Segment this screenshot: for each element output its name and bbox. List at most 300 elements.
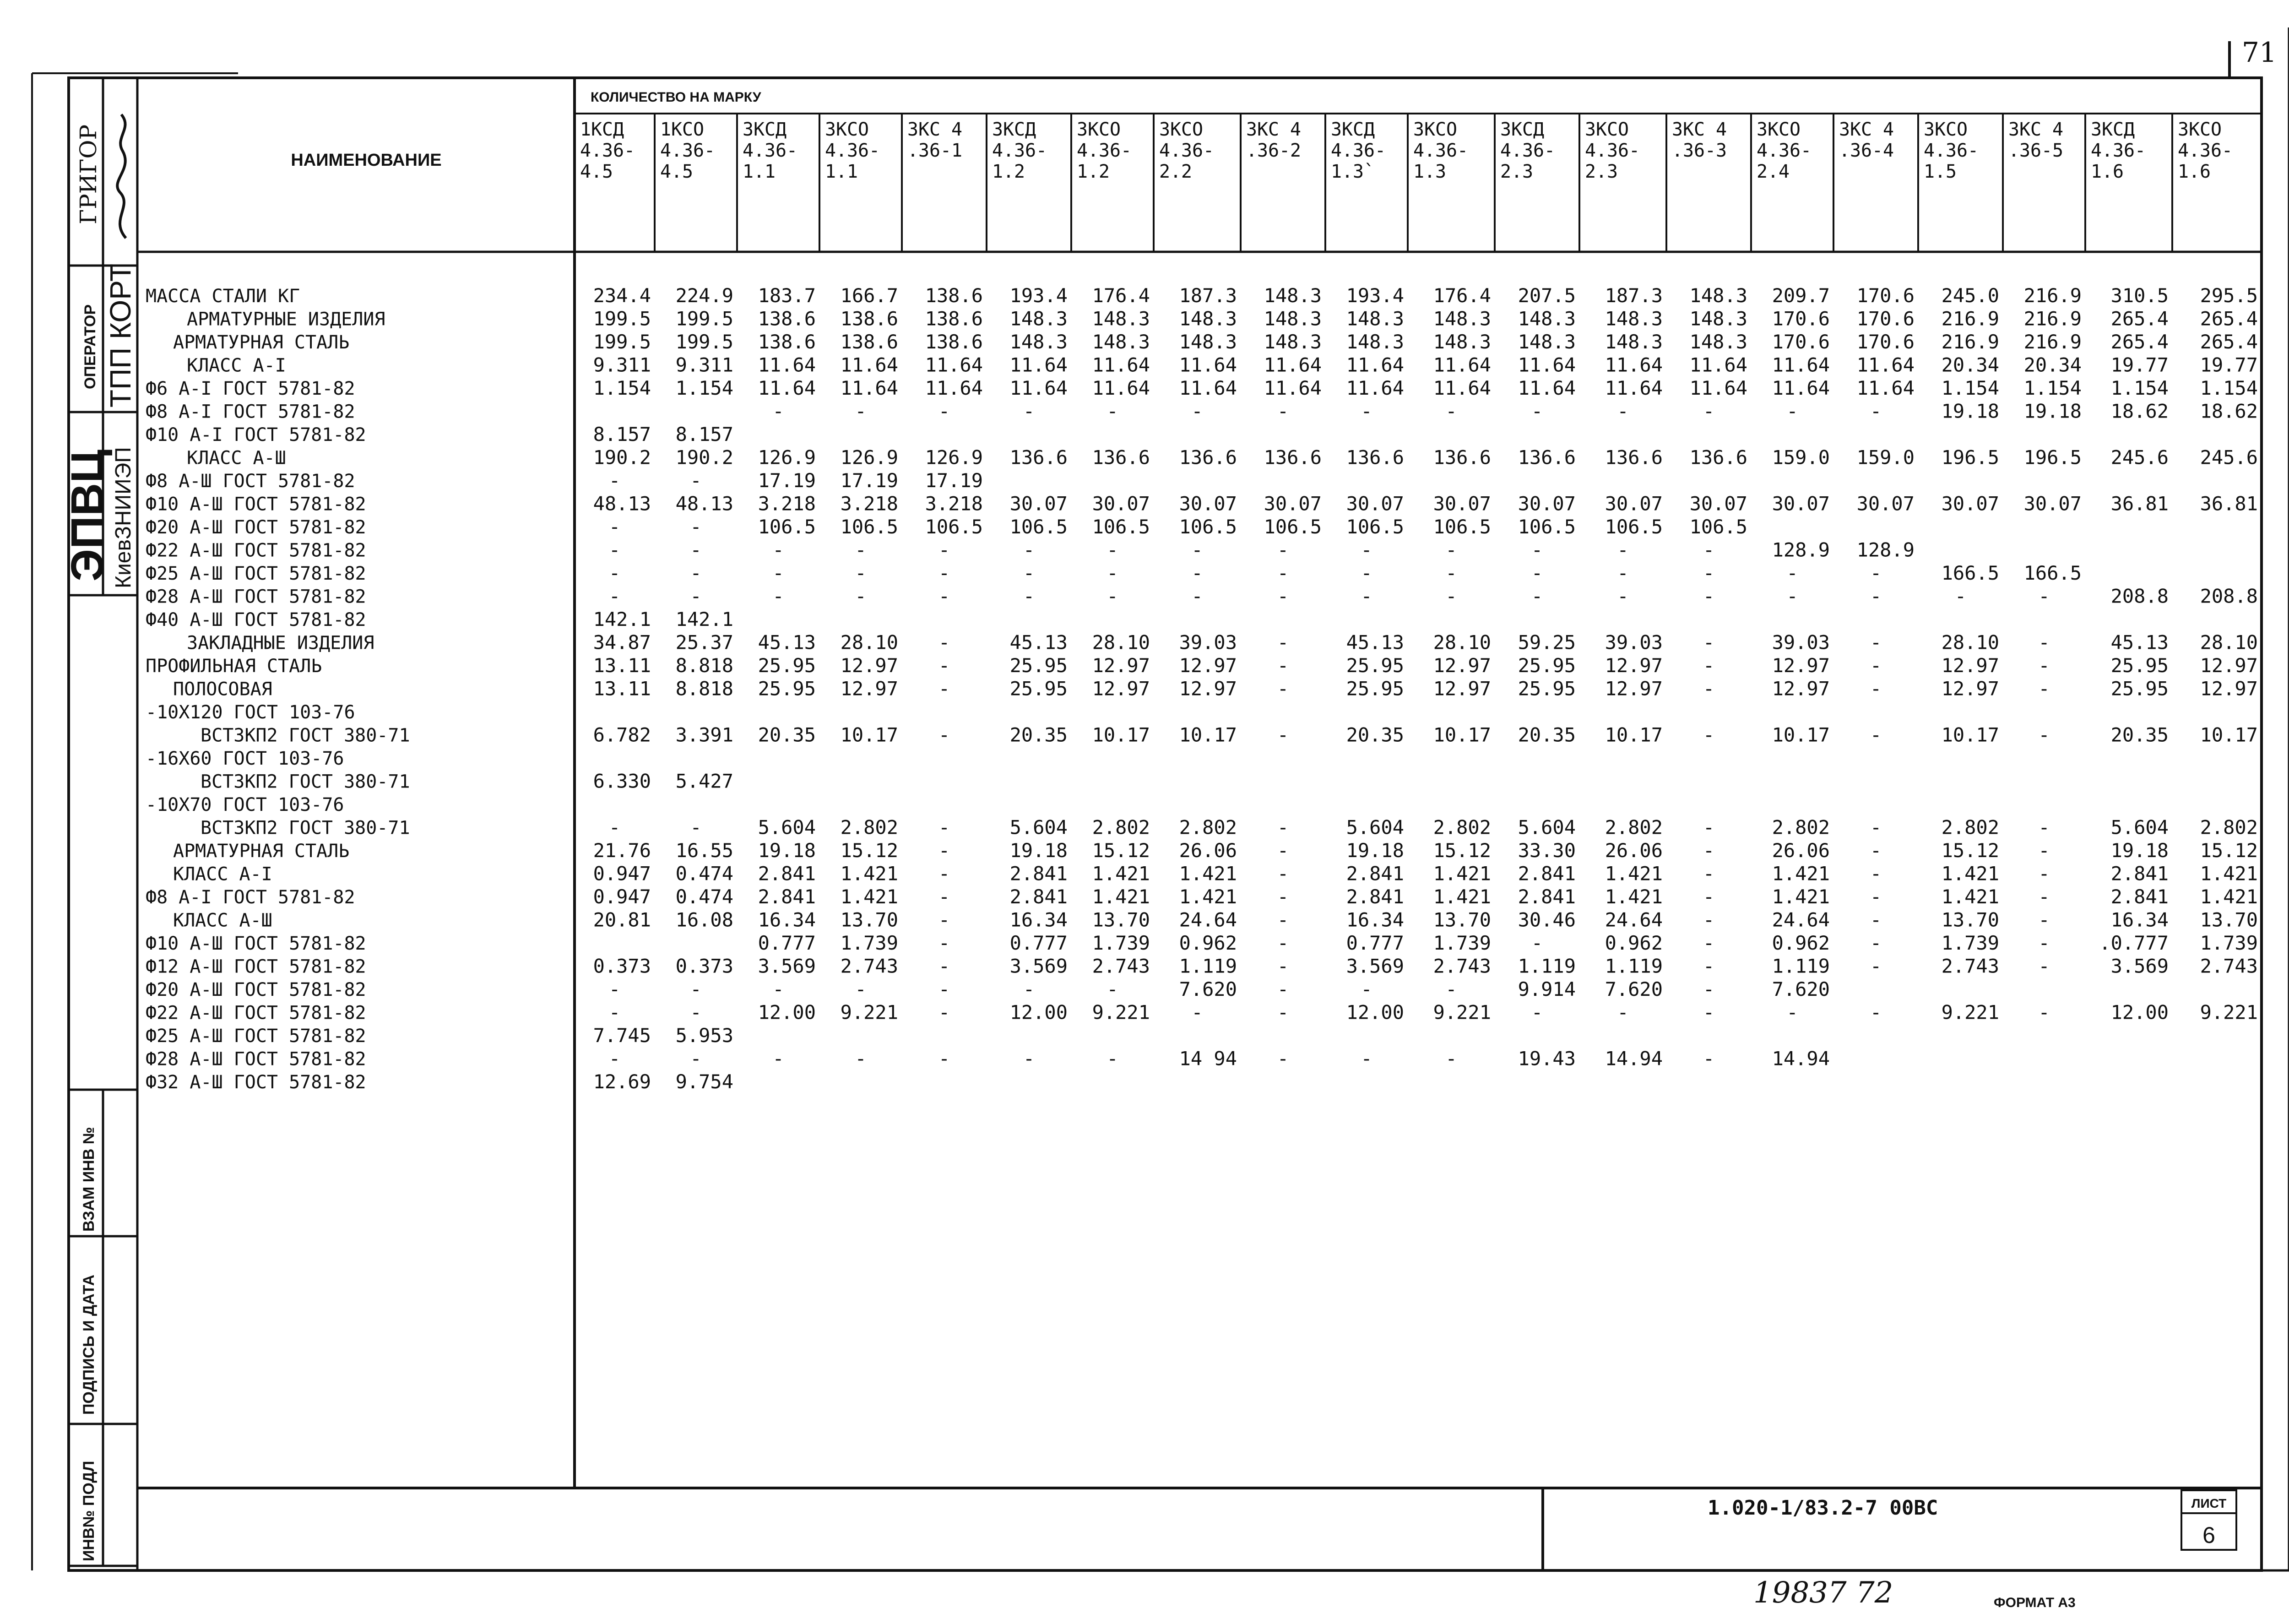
value-cell: 148.3	[1009, 307, 1068, 330]
dash-cell: -	[1870, 885, 1882, 908]
dash-cell: -	[1023, 585, 1035, 608]
row-name: Ф28 А-Ш ГОСТ 5781-82	[146, 586, 366, 608]
value-cell: 12.97	[1179, 654, 1237, 677]
value-cell: 2.743	[840, 955, 898, 978]
row-name: КЛАСС А-I	[173, 864, 272, 885]
value-cell: 13.70	[1433, 908, 1491, 931]
dash-cell: -	[1277, 1047, 1289, 1070]
value-cell: 11.64	[1346, 377, 1404, 399]
value-cell: 19.18	[1009, 839, 1068, 862]
value-cell: 25.95	[1009, 654, 1068, 677]
value-cell: 216.9	[1941, 307, 1999, 330]
value-cell: 25.95	[758, 654, 816, 677]
dash-cell: -	[1531, 562, 1543, 584]
value-cell: 30.07	[1009, 492, 1068, 515]
value-cell: 30.07	[1605, 492, 1663, 515]
value-cell: 148.3	[1689, 284, 1747, 307]
value-cell: 209.7	[1772, 284, 1830, 307]
value-cell: 136.6	[1264, 446, 1322, 469]
value-cell: 166.5	[2023, 562, 2082, 584]
value-cell: 1.119	[1179, 955, 1237, 978]
value-cell: 196.5	[2023, 446, 2082, 469]
value-cell: 245.6	[2200, 446, 2258, 469]
value-cell: 148.3	[1433, 307, 1491, 330]
value-cell: 45.13	[1346, 631, 1404, 654]
value-cell: 128.9	[1856, 538, 1915, 561]
value-cell: 8.157	[593, 423, 651, 445]
column-header-line: 3КС 4	[1246, 119, 1301, 140]
value-cell: 11.64	[840, 353, 898, 376]
dash-cell: -	[608, 816, 621, 839]
value-cell: 5.604	[1346, 816, 1404, 839]
dash-cell: -	[1277, 839, 1289, 862]
left-stamp-labels	[62, 114, 137, 1561]
value-cell: 16.34	[1009, 908, 1068, 931]
value-cell: 5.604	[1518, 816, 1576, 839]
row-name: -10Х70 ГОСТ 103-76	[146, 794, 344, 815]
data-cells	[593, 284, 2258, 1093]
value-cell: 19.77	[2200, 353, 2258, 376]
value-cell: 25.95	[1009, 677, 1068, 700]
dash-cell: -	[1445, 400, 1457, 423]
column-header-line: 3КС 4	[2008, 119, 2063, 140]
value-cell: 17.19	[840, 469, 898, 492]
dash-cell: -	[1870, 654, 1882, 677]
value-cell: 12.97	[1941, 677, 1999, 700]
dash-cell: -	[855, 978, 867, 1000]
row-name: ЗАКЛАДНЫЕ ИЗДЕЛИЯ	[187, 632, 374, 654]
value-cell: 30.07	[2023, 492, 2082, 515]
dash-cell: -	[608, 516, 621, 538]
dash-cell: -	[1107, 562, 1118, 584]
dash-cell: -	[1361, 978, 1372, 1000]
stamp-grigor: ГРИГОР	[75, 124, 102, 224]
value-cell: 12.97	[1092, 677, 1150, 700]
value-cell: 10.17	[1941, 723, 1999, 746]
value-cell: 295.5	[2200, 284, 2258, 307]
dash-cell: -	[1870, 908, 1882, 931]
value-cell: 159.0	[1772, 446, 1830, 469]
value-cell: 16.34	[758, 908, 816, 931]
dash-cell: -	[1870, 400, 1882, 423]
stamp-tpp-kort: ТПП КОРТ	[104, 263, 137, 407]
column-header-line: 4.36-	[1500, 140, 1555, 161]
dash-cell: -	[2038, 839, 2050, 862]
value-cell: 7.620	[1605, 978, 1663, 1000]
dash-cell: -	[1703, 885, 1715, 908]
dash-cell: -	[938, 654, 950, 677]
value-cell: 14.94	[1772, 1047, 1830, 1070]
dash-cell: -	[1445, 585, 1457, 608]
dash-cell: -	[1277, 585, 1289, 608]
value-cell: 13.70	[1092, 908, 1150, 931]
column-header-line: .36-5	[2008, 140, 2063, 161]
value-cell: 196.5	[1941, 446, 1999, 469]
row-name: КЛАСС А-Ш	[187, 447, 286, 469]
dash-cell: -	[690, 585, 702, 608]
value-cell: 30.07	[1772, 492, 1830, 515]
value-cell: 45.13	[1009, 631, 1068, 654]
column-header-line: .36-4	[1839, 140, 1894, 161]
row-name: Ф6 А-I ГОСТ 5781-82	[146, 378, 355, 399]
value-cell: 5.427	[675, 770, 733, 793]
row-name: КЛАСС А-I	[187, 355, 286, 376]
column-header-line: 3КСО	[1924, 119, 1968, 140]
dash-cell: -	[1277, 955, 1289, 978]
dash-cell: -	[1277, 723, 1289, 746]
value-cell: 3.218	[758, 492, 816, 515]
value-cell: 48.13	[593, 492, 651, 515]
value-cell: 39.03	[1179, 631, 1237, 654]
value-cell: 11.64	[1092, 353, 1150, 376]
dash-cell: -	[1445, 562, 1457, 584]
value-cell: 11.64	[1264, 353, 1322, 376]
value-cell: 2.841	[758, 885, 816, 908]
value-cell: 11.64	[1605, 353, 1663, 376]
column-header-line: 3КСО	[1757, 119, 1801, 140]
value-cell: 183.7	[758, 284, 816, 307]
value-cell: 126.9	[925, 446, 983, 469]
dash-cell: -	[938, 562, 950, 584]
value-cell: 5.604	[1009, 816, 1068, 839]
value-cell: 2.743	[1092, 955, 1150, 978]
value-cell: 11.64	[1518, 377, 1576, 399]
dash-cell: -	[2038, 677, 2050, 700]
value-cell: 199.5	[675, 331, 733, 353]
value-cell: 12.97	[1605, 677, 1663, 700]
column-header-line: 4.5	[660, 161, 693, 182]
dash-cell: -	[1786, 400, 1798, 423]
value-cell: 3.569	[758, 955, 816, 978]
value-cell: 45.13	[758, 631, 816, 654]
value-cell: 20.35	[758, 723, 816, 746]
dash-cell: -	[1703, 839, 1715, 862]
value-cell: 11.64	[1009, 353, 1068, 376]
value-cell: 170.6	[1772, 307, 1830, 330]
value-cell: 30.07	[1433, 492, 1491, 515]
value-cell: 136.6	[1179, 446, 1237, 469]
value-cell: 30.07	[1856, 492, 1915, 515]
dash-cell: -	[938, 723, 950, 746]
dash-cell: -	[608, 562, 621, 584]
dash-cell: -	[1023, 538, 1035, 561]
value-cell: 148.3	[1092, 331, 1150, 353]
dash-cell: -	[1786, 562, 1798, 584]
dash-cell: -	[2038, 932, 2050, 954]
value-cell: 148.3	[1009, 331, 1068, 353]
column-header-line: 3КСО	[1077, 119, 1121, 140]
value-cell: 106.5	[1346, 516, 1404, 538]
column-headers	[580, 119, 2233, 182]
value-cell: 11.64	[1179, 353, 1237, 376]
value-cell: 12.00	[1346, 1001, 1404, 1024]
dash-cell: -	[855, 538, 867, 561]
value-cell: 128.9	[1772, 538, 1830, 561]
format-label: ФОРМАТ А3	[1994, 1595, 2076, 1610]
dash-cell: -	[1191, 1001, 1203, 1024]
drawing-frame	[32, 27, 2289, 1570]
column-header-line: .36-2	[1246, 140, 1301, 161]
row-name: Ф20 А-Ш ГОСТ 5781-82	[146, 517, 366, 538]
document-code: 1.020-1/83.2-7 00ВС	[1708, 1496, 1938, 1520]
value-cell: 11.64	[1346, 353, 1404, 376]
value-cell: 30.07	[1941, 492, 1999, 515]
value-cell: 136.6	[1346, 446, 1404, 469]
value-cell: 1.421	[1092, 885, 1150, 908]
value-cell: 9.311	[675, 353, 733, 376]
value-cell: 1.739	[1092, 932, 1150, 954]
dash-cell: -	[1107, 978, 1118, 1000]
value-cell: 9.221	[1433, 1001, 1491, 1024]
value-cell: 2.841	[2110, 885, 2169, 908]
value-cell: 9.311	[593, 353, 651, 376]
value-cell: 207.5	[1518, 284, 1576, 307]
value-cell: 12.97	[1941, 654, 1999, 677]
value-cell: 136.6	[1009, 446, 1068, 469]
value-cell: 2.802	[1179, 816, 1237, 839]
column-header-line: 1КСД	[580, 119, 624, 140]
value-cell: 45.13	[2110, 631, 2169, 654]
dash-cell: -	[1870, 723, 1882, 746]
value-cell: .0.777	[2099, 932, 2169, 954]
corner-sheet-number: 71	[2241, 37, 2277, 69]
value-cell: 30.07	[1264, 492, 1322, 515]
column-header-line: 3КС 4	[1672, 119, 1727, 140]
value-cell: 11.64	[1433, 353, 1491, 376]
dash-cell: -	[1703, 723, 1715, 746]
dash-cell: -	[938, 908, 950, 931]
value-cell: 2.802	[1605, 816, 1663, 839]
value-cell: 245.0	[1941, 284, 1999, 307]
column-header-line: 3КСД	[2091, 119, 2135, 140]
value-cell: 39.03	[1605, 631, 1663, 654]
value-cell: 176.4	[1433, 284, 1491, 307]
value-cell: 3.218	[840, 492, 898, 515]
column-header-line: 4.36-	[743, 140, 797, 161]
value-cell: 1.154	[2023, 377, 2082, 399]
dash-cell: -	[1361, 1047, 1372, 1070]
dash-cell: -	[772, 1047, 784, 1070]
value-cell: 11.64	[1856, 353, 1915, 376]
column-header-line: 4.36-	[1924, 140, 1979, 161]
value-cell: 9.221	[1941, 1001, 1999, 1024]
value-cell: 13.70	[2200, 908, 2258, 931]
value-cell: 30.07	[1092, 492, 1150, 515]
column-header-line: 4.36-	[1159, 140, 1214, 161]
value-cell: 136.6	[1605, 446, 1663, 469]
value-cell: 20.34	[1941, 353, 1999, 376]
dash-cell: -	[772, 400, 784, 423]
dash-cell: -	[855, 400, 867, 423]
dash-cell: -	[2038, 862, 2050, 885]
dash-cell: -	[1445, 978, 1457, 1000]
value-cell: 138.6	[925, 307, 983, 330]
column-header-line: 4.36-	[1077, 140, 1132, 161]
value-cell: 16.34	[2110, 908, 2169, 931]
value-cell: 11.64	[1092, 377, 1150, 399]
value-cell: 190.2	[593, 446, 651, 469]
value-cell: 1.421	[2200, 862, 2258, 885]
column-header-line: 4.36-	[992, 140, 1047, 161]
dash-cell: -	[1107, 1047, 1118, 1070]
column-header-line: .36-1	[907, 140, 962, 161]
value-cell: 106.5	[840, 516, 898, 538]
column-header-line: 3КСО	[2178, 119, 2222, 140]
value-cell: 18.62	[2200, 400, 2258, 423]
value-cell: 12.97	[840, 654, 898, 677]
value-cell: 1.739	[840, 932, 898, 954]
dash-cell: -	[690, 516, 702, 538]
dash-cell: -	[1361, 538, 1372, 561]
dash-cell: -	[1531, 538, 1543, 561]
dash-cell: -	[1870, 816, 1882, 839]
row-name: Ф20 А-Ш ГОСТ 5781-82	[146, 979, 366, 1000]
value-cell: 7.620	[1772, 978, 1830, 1000]
value-cell: 3.569	[2110, 955, 2169, 978]
row-name: Ф10 А-Ш ГОСТ 5781-82	[146, 933, 366, 954]
value-cell: 14.94	[1605, 1047, 1663, 1070]
value-cell: 208.8	[2200, 585, 2258, 608]
value-cell: 9.221	[1092, 1001, 1150, 1024]
value-cell: 19.18	[1346, 839, 1404, 862]
value-cell: 2.841	[1009, 862, 1068, 885]
value-cell: 136.6	[1433, 446, 1491, 469]
value-cell: 20.34	[2023, 353, 2082, 376]
value-cell: 12.97	[1092, 654, 1150, 677]
value-cell: 10.17	[2200, 723, 2258, 746]
value-cell: 106.5	[925, 516, 983, 538]
value-cell: 199.5	[593, 331, 651, 353]
name-column-header: НАИМЕНОВАНИЕ	[291, 151, 442, 170]
dash-cell: -	[1870, 677, 1882, 700]
dash-cell: -	[1277, 978, 1289, 1000]
value-cell: 138.6	[840, 307, 898, 330]
value-cell: 126.9	[758, 446, 816, 469]
value-cell: 0.947	[593, 862, 651, 885]
column-header-line: 1.2	[992, 161, 1025, 182]
column-header-line: 4.36-	[2091, 140, 2146, 161]
value-cell: 148.3	[1518, 331, 1576, 353]
dash-cell: -	[608, 1047, 621, 1070]
value-cell: 10.17	[1433, 723, 1491, 746]
dash-cell: -	[1703, 955, 1715, 978]
value-cell: 9.754	[675, 1070, 733, 1093]
dash-cell: -	[1703, 538, 1715, 561]
dash-cell: -	[1870, 932, 1882, 954]
value-cell: 136.6	[1518, 446, 1576, 469]
value-cell: 148.3	[1264, 307, 1322, 330]
dash-cell: -	[608, 585, 621, 608]
dash-cell: -	[2038, 654, 2050, 677]
value-cell: 0.962	[1179, 932, 1237, 954]
dash-cell: -	[938, 955, 950, 978]
column-header-line: 4.36-	[825, 140, 880, 161]
value-cell: 2.841	[1346, 885, 1404, 908]
value-cell: 170.6	[1856, 307, 1915, 330]
dash-cell: -	[1023, 1047, 1035, 1070]
dash-cell: -	[2038, 885, 2050, 908]
value-cell: 1.421	[1605, 885, 1663, 908]
dash-cell: -	[938, 885, 950, 908]
value-cell: 106.5	[1518, 516, 1576, 538]
value-cell: 3.569	[1009, 955, 1068, 978]
dash-cell: -	[1703, 1001, 1715, 1024]
row-name: ВСТ3КП2 ГОСТ 380-71	[201, 771, 410, 793]
value-cell: 1.421	[1941, 862, 1999, 885]
value-cell: 245.6	[2110, 446, 2169, 469]
column-header-line: .36-3	[1672, 140, 1727, 161]
signature-grigor	[117, 114, 126, 238]
value-cell: 10.17	[1179, 723, 1237, 746]
value-cell: 19.18	[2110, 839, 2169, 862]
value-cell: 106.5	[758, 516, 816, 538]
value-cell: 12.00	[2110, 1001, 2169, 1024]
dash-cell: -	[1703, 654, 1715, 677]
row-name: АРМАТУРНЫЕ ИЗДЕЛИЯ	[187, 309, 385, 330]
value-cell: 106.5	[1605, 516, 1663, 538]
dash-cell: -	[1786, 585, 1798, 608]
value-cell: 2.841	[1009, 885, 1068, 908]
value-cell: 190.2	[675, 446, 733, 469]
row-name: Ф25 А-Ш ГОСТ 5781-82	[146, 1026, 366, 1047]
value-cell: 1.421	[1941, 885, 1999, 908]
value-cell: 59.25	[1518, 631, 1576, 654]
value-cell: 11.64	[1772, 377, 1830, 399]
row-name: Ф40 А-Ш ГОСТ 5781-82	[146, 609, 366, 630]
value-cell: 16.08	[675, 908, 733, 931]
value-cell: 11.64	[1772, 353, 1830, 376]
value-cell: 1.421	[1772, 862, 1830, 885]
row-name: Ф22 А-Ш ГОСТ 5781-82	[146, 540, 366, 561]
value-cell: 19.18	[2023, 400, 2082, 423]
column-header-line: 3КС 4	[1839, 119, 1894, 140]
dash-cell: -	[1703, 978, 1715, 1000]
value-cell: 13.70	[840, 908, 898, 931]
dash-cell: -	[1023, 978, 1035, 1000]
value-cell: 176.4	[1092, 284, 1150, 307]
dash-cell: -	[1617, 538, 1629, 561]
value-cell: 3.391	[675, 723, 733, 746]
dash-cell: -	[1703, 908, 1715, 931]
value-cell: 148.3	[1689, 307, 1747, 330]
value-cell: 28.10	[2200, 631, 2258, 654]
dash-cell: -	[1870, 839, 1882, 862]
dash-cell: -	[855, 1047, 867, 1070]
column-header-line: 1.1	[825, 161, 858, 182]
value-cell: 15.12	[2200, 839, 2258, 862]
value-cell: 28.10	[1941, 631, 1999, 654]
value-cell: 5.604	[758, 816, 816, 839]
column-header-line: 2.2	[1159, 161, 1192, 182]
value-cell: 142.1	[675, 608, 733, 630]
value-cell: 199.5	[593, 307, 651, 330]
column-header-line: 3КС 4	[907, 119, 962, 140]
value-cell: 18.62	[2110, 400, 2169, 423]
value-cell: 12.97	[2200, 677, 2258, 700]
value-cell: 5.953	[675, 1024, 733, 1047]
value-cell: 12.97	[1179, 677, 1237, 700]
row-name: АРМАТУРНАЯ СТАЛЬ	[173, 841, 350, 862]
value-cell: 9.914	[1518, 978, 1576, 1000]
value-cell: 8.157	[675, 423, 733, 445]
column-header-line: 4.36-	[1413, 140, 1468, 161]
column-header-line: 4.36-	[1331, 140, 1386, 161]
dash-cell: -	[1870, 862, 1882, 885]
value-cell: 216.9	[2023, 284, 2082, 307]
dash-cell: -	[938, 978, 950, 1000]
value-cell: 106.5	[1264, 516, 1322, 538]
column-header-line: 1.6	[2091, 161, 2124, 182]
